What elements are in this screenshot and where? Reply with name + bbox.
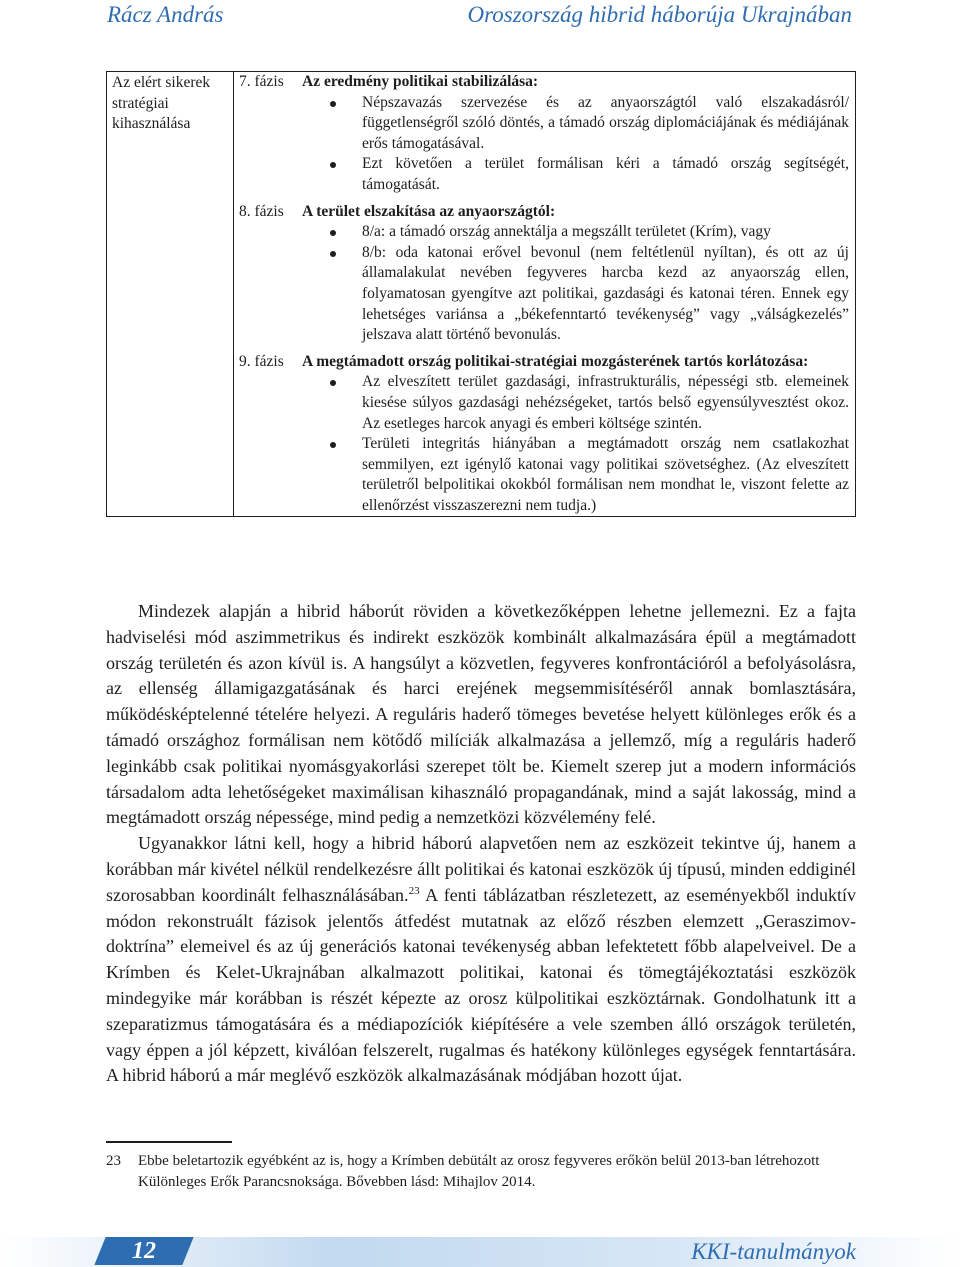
header-author: Rácz András [107, 2, 224, 27]
list-item [302, 154, 849, 195]
list-item-text: Az elveszített terület gazdasági, infrastrukturális, népességi stb. elemeinek kiesése súlyos gazdasági nehézségeket, tartós belső egyensúlyvesztést okoz. Az esetleges harcok anyagi és emberi költsége szintén. [362, 373, 849, 432]
footnote [106, 1151, 856, 1192]
phase-bullet-list [302, 222, 849, 346]
phase-bullet-list [302, 93, 849, 196]
page-number: 12 [132, 1238, 156, 1264]
phases-cell [234, 72, 856, 517]
body-text [106, 599, 856, 1089]
phase-number: 7. fázis [239, 73, 284, 90]
phase-8 [234, 202, 855, 346]
list-item-text: Területi integritás hiányában a megtámadott ország nem csatlakozhat semmilyen, ezt igénylő katonai vagy politikai szövetséghez. (Az elveszített területről belpolitikai okokból formálisan nem mondhat le, viszont felette az ellenőrzést visszaszerezni nem tudja.) [362, 435, 849, 514]
phase-heading: A megtámadott ország politikai-stratégiai mozgásterének tartós korlátozása: [302, 352, 809, 370]
phase-heading: A terület elszakítása az anyaországtól: [302, 202, 556, 220]
list-item [302, 372, 849, 434]
paragraph: Mindezek alapján a hibrid háborút röviden a következőképpen lehetne jellemezni. Ez a fajta hadviselési mód aszimmetrikus és indirekt eszközök kombinált alkalmazására épül a megtámadott ország területén és azon kívül is. A hangsúlyt a közvetlen, fegyveres konfrontációról a befolyásolásra, az ellenség államigazgatásának és harci erejének megsemmisítéséről annak bomlasztására, működésképtelenné tételére helyezi. A reguláris haderő tömeges bevetése helyett különleges erők és a támadó országhoz formálisan nem kötődő milíciák alkalmazása a jellemző, míg a reguláris haderő leginkább csak politikai nyomásgyakorlási szerepet tölt be. Kiemelt szerep jut a modern információs társadalom adta lehetőségeket maximálisan kihasználó propagandának, mind a saját lakosság, mind a megtámadott ország népessége, mind pedig a nemzetközi közvélemény felé. [106, 601, 856, 828]
phase-bullet-list [302, 372, 849, 516]
phase-9 [234, 352, 855, 517]
paragraph-text: A fenti táblázatban részletezett, az eseményekből induktív módon rekonstruált fázisok jelentős átfedést mutatnak az előző részben elemzett „Geraszimov-doktrína” elemeivel és az új generációs katonai tevékenység abban lefektetett főbb alapelveivel. De a Krímben és Kelet-Ukrajnában alkalmazott politikai, katonai és tömegtájékoztatási eszközök mindegyike már korábban is részét képezte az orosz külpolitikai eszköztárnak. Gondolhatunk itt a szeparatizmus támogatására és a médiapozíciók kiépítésére a vele szemben álló országok területén, vagy éppen a jól képzett, kiválóan felszerelt, rugalmas és hatékony különleges egységek fenntartására. A hibrid háború a már meglévő eszközök alkalmazásának módjában hozott újat. [106, 884, 856, 1086]
footnote-number: 23 [106, 1153, 121, 1169]
series-title: KKI-tanulmányok [691, 1239, 856, 1264]
bullet-icon [330, 101, 336, 107]
bullet-icon [330, 380, 336, 386]
list-item-text: Népszavazás szervezése és az anyaországtól való elszakadásról/ függetlenségről szóló döntés, a támadó ország diplomáciájának és médiájának erős támogatásával. [362, 93, 849, 152]
bullet-icon [330, 442, 336, 448]
phase-heading: Az eredmény politikai stabilizálása: [302, 73, 539, 90]
footnote-reference[interactable]: 23 [408, 884, 420, 897]
list-item-text: Ezt követően a terület formálisan kéri a támadó ország segítségét, támogatását. [362, 155, 849, 193]
header-title: Oroszország hibrid háborúja Ukrajnában [467, 2, 852, 27]
paragraph-text: Ugyanakkor látni kell, hogy a hibrid háború alapvetően nem az eszközeit tekintve új, hanem a korábban már kivétel nélkül rendelkezésre állt politikai és katonai eszközök új típusú, minden eddiginél szorosabban koordinált felhasználásában. [106, 833, 856, 905]
phase-7 [234, 72, 855, 196]
bullet-icon [330, 251, 336, 257]
bullet-icon [330, 162, 336, 168]
footnote-text: Ebbe beletartozik egyébként az is, hogy a Krímben debütált az orosz fegyveres erőkön belül 2013-ban létrehozott Különleges Erők Parancsnoksága. Bővebben lásd: Mihajlov 2014. [138, 1153, 820, 1190]
phase-content [302, 72, 855, 196]
list-item-text: 8/a: a támadó ország annektálja a megszállt területet (Krím), vagy [362, 223, 771, 241]
table-row-label: Az elért sikerek stratégiai kihasználása [107, 72, 234, 517]
phase-content [302, 352, 855, 517]
running-header [0, 0, 960, 40]
phase-number: 9. fázis [239, 352, 284, 370]
phases-table [106, 71, 856, 517]
footnote-divider [106, 1141, 232, 1143]
list-item [302, 243, 849, 346]
list-item [302, 222, 849, 243]
phase-number: 8. fázis [239, 202, 284, 220]
list-item [302, 434, 849, 516]
list-item [302, 93, 849, 155]
phase-content [302, 202, 855, 346]
bullet-icon [330, 230, 336, 236]
paragraph [106, 831, 856, 1089]
list-item-text: 8/b: oda katonai erővel bevonul (nem feltétlenül nyíltan), és ott az új államalakulat nevében fegyveres harcba kezd az anyaország ellen, folyamatosan gyengítve azt politikai, gazdasági és katonai téren. Ennek egy lehetséges variánsa a „békefenntartó tevékenység” vagy „válságkezelés” jelszava alatt történő bevonulás. [362, 243, 849, 344]
